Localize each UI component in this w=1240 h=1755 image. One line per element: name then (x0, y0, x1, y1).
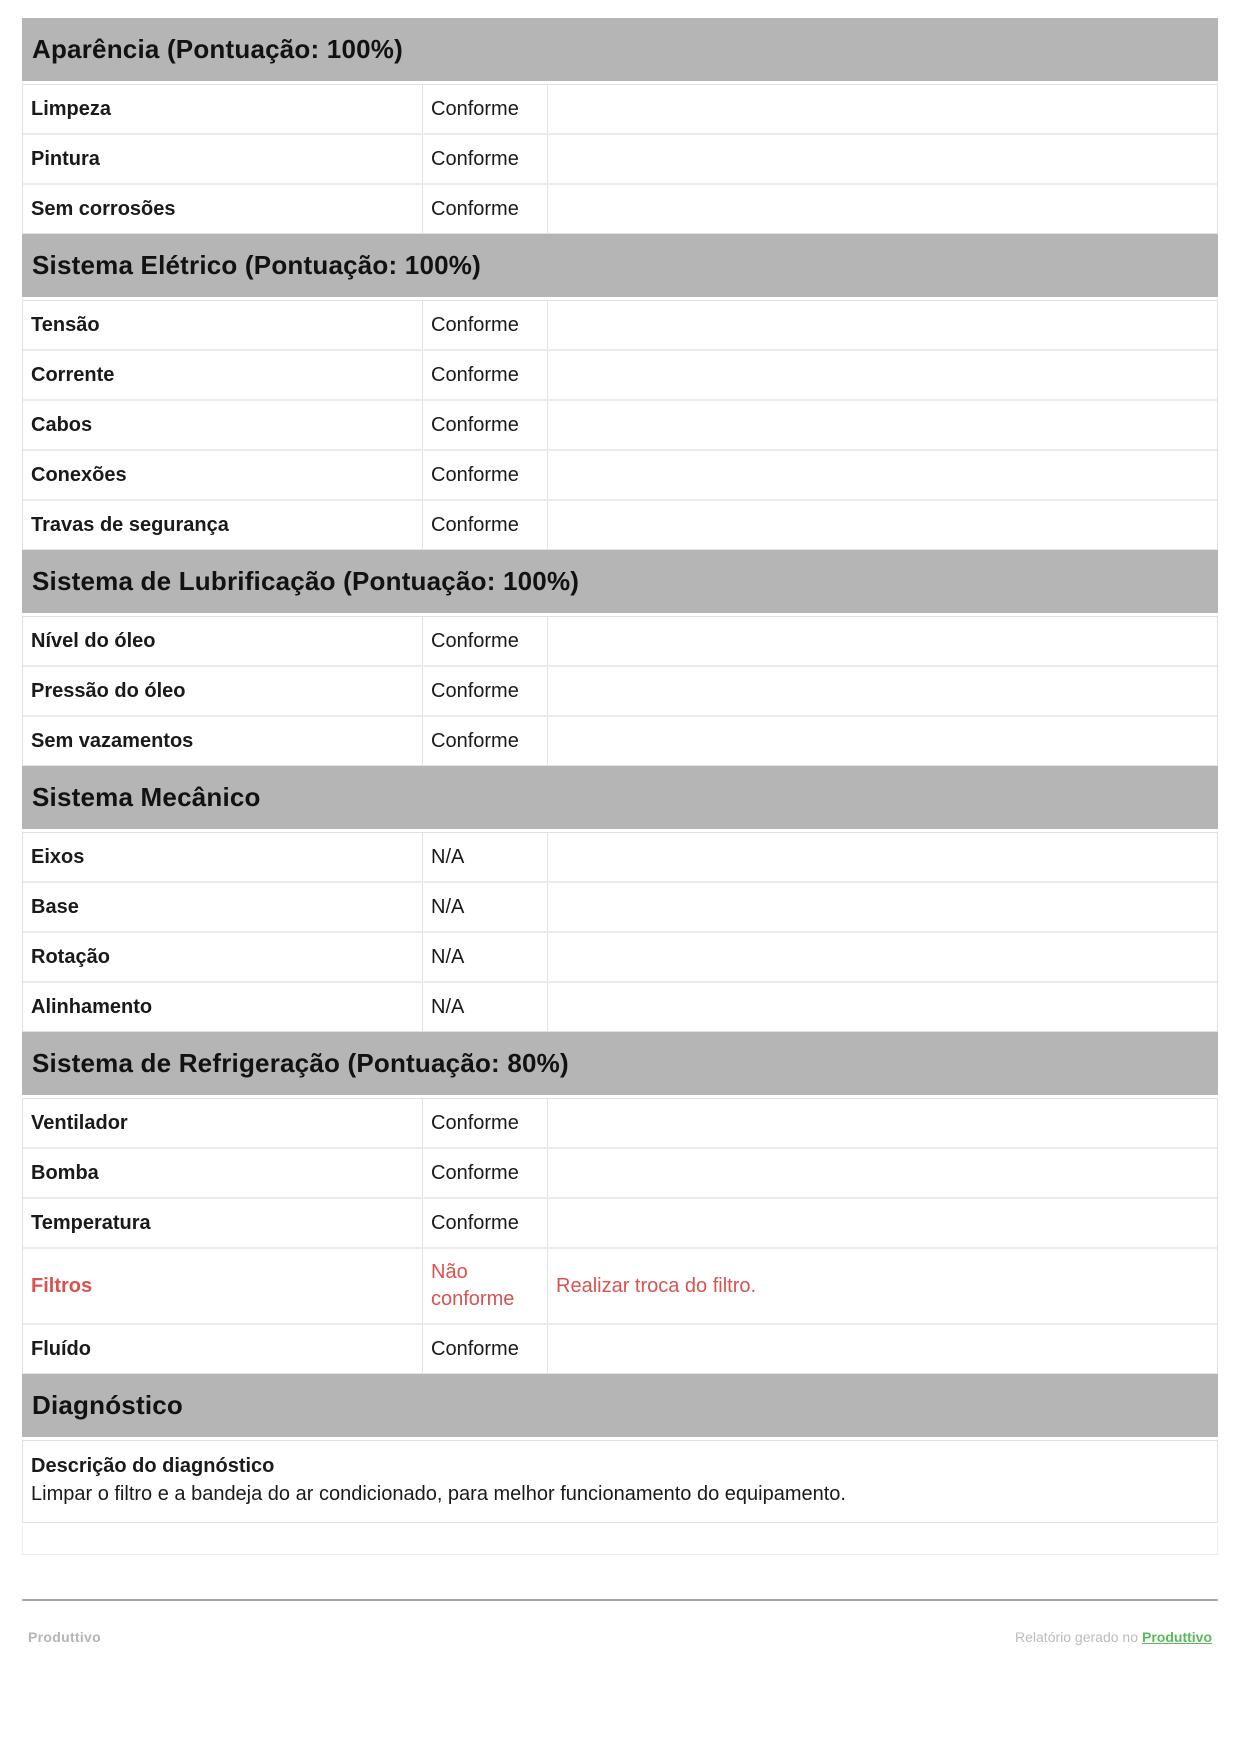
section-title: Aparência (Pontuação: 100%) (32, 34, 403, 64)
row-note (548, 617, 1217, 665)
checklist-table (22, 300, 1218, 550)
checklist-section (22, 18, 1218, 234)
checklist-row (23, 1099, 1217, 1147)
row-label: Limpeza (23, 85, 423, 133)
footer-brand: Produttivo (28, 1629, 101, 1645)
row-note (548, 501, 1217, 549)
row-note (548, 1199, 1217, 1247)
row-value: Conforme (423, 717, 548, 765)
row-note (548, 135, 1217, 183)
row-label: Temperatura (23, 1199, 423, 1247)
checklist-row (23, 399, 1217, 449)
checklist-row (23, 349, 1217, 399)
row-label: Alinhamento (23, 983, 423, 1031)
row-label: Filtros (23, 1249, 423, 1323)
section-title: Sistema de Lubrificação (Pontuação: 100%) (32, 566, 580, 596)
row-label: Base (23, 883, 423, 931)
row-value: Conforme (423, 85, 548, 133)
row-value: Conforme (423, 617, 548, 665)
checklist-section (22, 234, 1218, 550)
row-value: Conforme (423, 301, 548, 349)
row-label: Tensão (23, 301, 423, 349)
row-label: Ventilador (23, 1099, 423, 1147)
row-value: Conforme (423, 1099, 548, 1147)
row-value: Conforme (423, 501, 548, 549)
row-label: Fluído (23, 1325, 423, 1373)
diagnostics-description-heading: Descrição do diagnóstico (31, 1455, 275, 1477)
row-value: Conforme (423, 1199, 548, 1247)
footer (22, 1629, 1218, 1645)
row-note (548, 983, 1217, 1031)
row-value: N/A (423, 933, 548, 981)
row-note (548, 1325, 1217, 1373)
checklist-table (22, 1098, 1218, 1374)
checklist-section (22, 550, 1218, 766)
checklist-table (22, 616, 1218, 766)
checklist-row (23, 833, 1217, 881)
checklist-row (23, 715, 1217, 765)
checklist-row (23, 1247, 1217, 1323)
row-note (548, 1099, 1217, 1147)
produttivo-link[interactable]: Produttivo (1142, 1629, 1212, 1645)
checklist-row (23, 931, 1217, 981)
checklist-row (23, 183, 1217, 233)
checklist-section (22, 766, 1218, 1032)
section-title: Sistema Elétrico (Pontuação: 100%) (32, 250, 481, 280)
row-note: Realizar troca do filtro. (556, 1274, 757, 1297)
checklist-row (23, 981, 1217, 1031)
row-value: Conforme (423, 1149, 548, 1197)
row-label: Corrente (23, 351, 423, 399)
diagnostics-header (22, 1374, 1218, 1437)
row-value: N/A (423, 983, 548, 1031)
row-value: Conforme (423, 185, 548, 233)
footer-generated-text (1015, 1629, 1212, 1645)
checklist-row (23, 1323, 1217, 1373)
row-label: Travas de segurança (23, 501, 423, 549)
row-note (548, 351, 1217, 399)
row-note (548, 833, 1217, 881)
checklist-row (23, 301, 1217, 349)
checklist-row (23, 665, 1217, 715)
checklist-row (23, 881, 1217, 931)
row-note (548, 185, 1217, 233)
checklist-row (23, 133, 1217, 183)
row-note (548, 451, 1217, 499)
section-title: Sistema Mecânico (32, 782, 261, 812)
checklist-row (23, 1197, 1217, 1247)
checklist-row (23, 617, 1217, 665)
row-note (548, 933, 1217, 981)
section-header (22, 766, 1218, 829)
section-header (22, 550, 1218, 613)
section-header (22, 1032, 1218, 1095)
row-label: Cabos (23, 401, 423, 449)
row-note (548, 717, 1217, 765)
footer-generated-prefix: Relatório gerado no (1015, 1629, 1138, 1645)
checklist-table (22, 84, 1218, 234)
checklist-table (22, 832, 1218, 1032)
row-label: Pressão do óleo (23, 667, 423, 715)
row-note (548, 1149, 1217, 1197)
row-note (548, 883, 1217, 931)
row-note (548, 667, 1217, 715)
row-label: Pintura (23, 135, 423, 183)
checklist-row (23, 499, 1217, 549)
footer-divider (22, 1599, 1218, 1601)
row-value: Conforme (423, 135, 548, 183)
row-value: Conforme (423, 667, 548, 715)
row-note (548, 85, 1217, 133)
checklist-row (23, 85, 1217, 133)
empty-row (22, 1526, 1218, 1555)
row-note (548, 401, 1217, 449)
section-title: Sistema de Refrigeração (Pontuação: 80%) (32, 1048, 569, 1078)
diagnostics-description-box (22, 1440, 1218, 1523)
diagnostics-description-text: Limpar o filtro e a bandeja do ar condicionado, para melhor funcionamento do equipamento. (31, 1483, 846, 1505)
row-value: Conforme (423, 401, 548, 449)
row-value: Conforme (423, 1325, 548, 1373)
section-header (22, 18, 1218, 81)
row-note (548, 301, 1217, 349)
row-value: Conforme (423, 451, 548, 499)
section-header (22, 234, 1218, 297)
row-label: Eixos (23, 833, 423, 881)
row-value: N/A (423, 833, 548, 881)
row-value: N/A (423, 883, 548, 931)
sections-container (22, 18, 1218, 1374)
row-label: Conexões (23, 451, 423, 499)
checklist-row (23, 1147, 1217, 1197)
row-label: Sem corrosões (23, 185, 423, 233)
row-value: Conforme (423, 351, 548, 399)
row-label: Sem vazamentos (23, 717, 423, 765)
checklist-section (22, 1032, 1218, 1374)
diagnostics-section (22, 1374, 1218, 1555)
row-label: Rotação (23, 933, 423, 981)
diagnostics-title: Diagnóstico (32, 1390, 183, 1420)
checklist-row (23, 449, 1217, 499)
row-label: Bomba (23, 1149, 423, 1197)
row-label: Nível do óleo (23, 617, 423, 665)
row-value: Não conforme (423, 1249, 548, 1323)
